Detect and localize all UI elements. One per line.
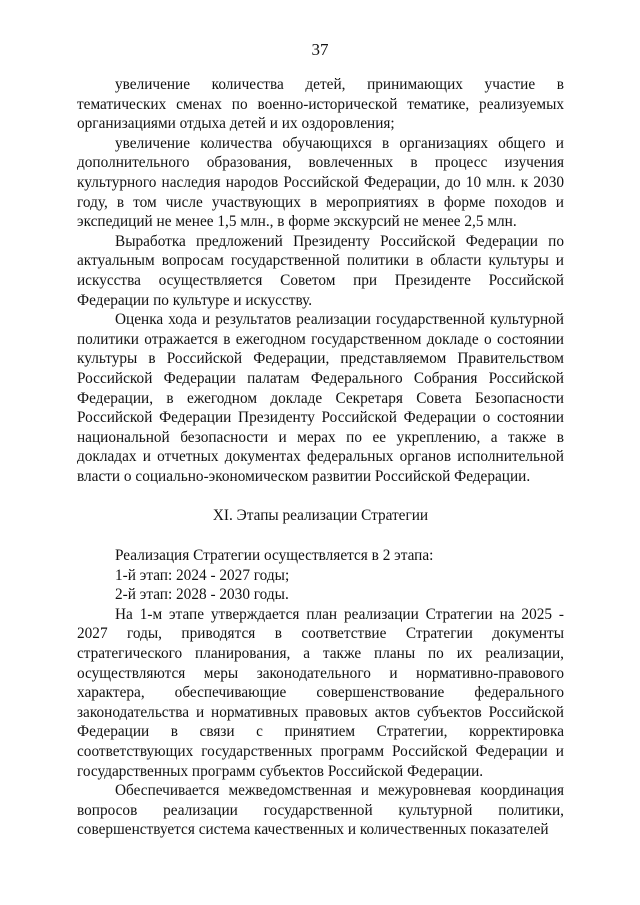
paragraph-students-cultural-heritage: увеличение количества обучающихся в организациях общего и дополнительного образования, вовлеченных в процесс изучения культурного наследия народов Российской Федерации, до 10 млн. к 2030 году, в том числе участвующих в мероприятиях в форме походов и экспедиций не менее 1,5 млн., в форме экскурсий не менее 2,5 млн. [77, 134, 564, 231]
paragraph-stage-1-measures: На 1-м этапе утверждается план реализации Стратегии на 2025 - 2027 годы, приводятся в соответствие Стратегии документы стратегического планирования, а также планы по их реализации, осуществляются меры законодательного и нормативно-правового характера, обеспечивающие совершенствование федерального законодательства и нормативных правовых актов субъектов Российской Федерации в связи с принятием Стратегии, корректировка соответствующих государственных программ Российской Федерации и государственных программ субъектов Российской Федерации. [77, 605, 564, 780]
section-title: XI. Этапы реализации Стратегии [212, 507, 429, 525]
page-number: 37 [311, 40, 329, 59]
paragraph-stages-intro: Реализация Стратегии осуществляется в 2 этапа: [115, 547, 434, 565]
paragraph-coordination: Обеспечивается межведомственная и межуровневая координация вопросов реализации государственной культурной политики, совершенствуется система качественных и количественных показателей [77, 782, 564, 839]
paragraph-children-thematic-shifts: увеличение количества детей, принимающих участие в тематических сменах по военно-исторической тематике, реализуемых организациями отдыха детей и их оздоровления; [77, 76, 564, 133]
paragraph-proposals-president: Выработка предложений Президенту Российской Федерации по актуальным вопросам государственной политики в области культуры и искусства осуществляется Советом при Президенте Российской Федерации по культуре и искусству. [77, 232, 564, 309]
paragraph-stage-1: 1-й этап: 2024 - 2027 годы; [115, 566, 290, 584]
document-body [77, 75, 564, 840]
paragraph-stage-2: 2-й этап: 2028 - 2030 годы. [115, 586, 289, 604]
paragraph-assessment-report: Оценка хода и результатов реализации государственной культурной политики отражается в ежегодном государственном докладе о состоянии культуры в Российской Федерации, представляемом Правительством Российской Федерации палатам Федерального Собрания Российской Федерации, в ежегодном докладе Секретаря Совета Безопасности Российской Федерации Президенту Российской Федерации о состоянии национальной безопасности и мерах по ее укреплению, а также в докладах и отчетных документах федеральных органов исполнительной власти о социально-экономическом развитии Российской Федерации. [77, 311, 564, 485]
